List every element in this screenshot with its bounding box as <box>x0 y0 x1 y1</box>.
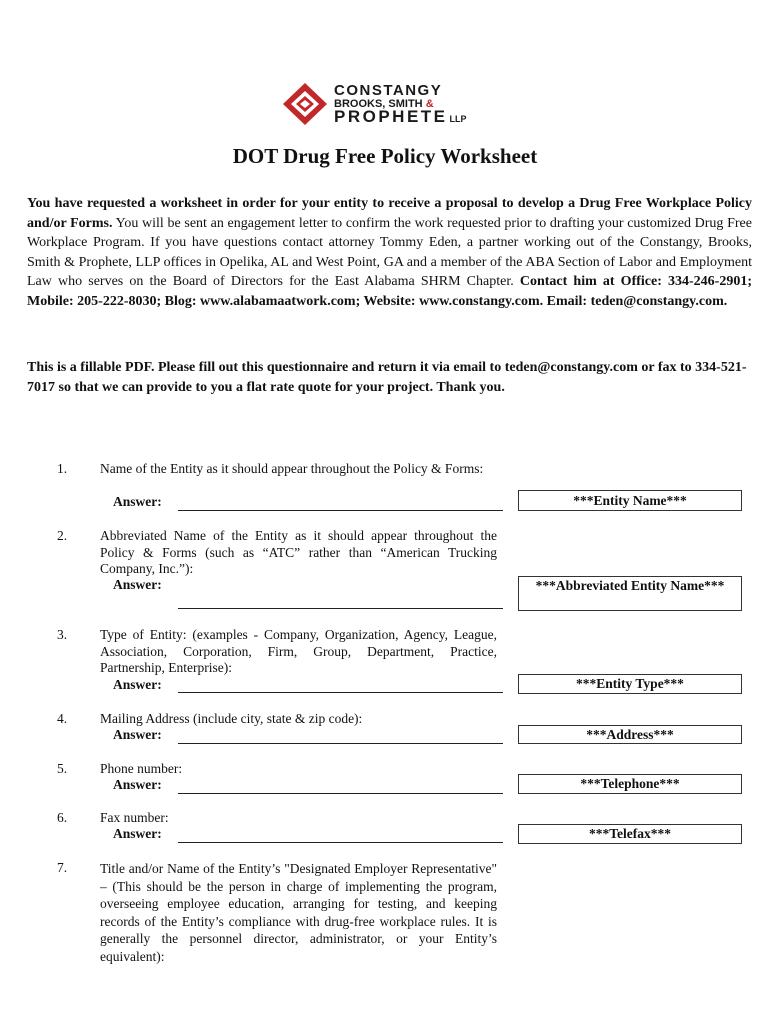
question-number: 3. <box>57 627 68 642</box>
answer-label: Answer: <box>113 677 162 692</box>
intro-body: You will be sent an engagement letter to confirm the work requested prior to drafting your customized Drug Free Workplace Program. If you have questions contact attorney Tommy Eden, a partner working out of the Constangy, Brooks, Smith & Prophete, LLP offices in Opelika, AL and West Point, GA and a member of the ABA Section of Labor and Employment Law who serves on the Board of Directors for the East Alabama SHRM Chapter. <box>27 215 752 289</box>
logo-line-1: CONSTANGY <box>334 82 443 99</box>
telefax-field[interactable]: ***Telefax*** <box>518 824 742 844</box>
question-number: 5. <box>57 761 68 776</box>
telephone-field[interactable]: ***Telephone*** <box>518 774 742 794</box>
page-title: DOT Drug Free Policy Worksheet <box>232 144 538 168</box>
question-text: Fax number: <box>100 810 169 825</box>
answer-label: Answer: <box>113 777 162 792</box>
question-text: Type of Entity: (examples - Company, Organization, Agency, League, Association, Corporation, Firm, Group, Department, Practice, Partnership, Enterprise): <box>100 627 497 675</box>
question-text: Abbreviated Name of the Entity as it should appear throughout the Policy & Forms (such as “ATC” rather than “American Trucking Company, Inc.”): <box>100 528 497 576</box>
question-text: Phone number: <box>100 761 183 776</box>
question-text: Mailing Address (include city, state & zip code): <box>100 711 363 726</box>
question-text: Name of the Entity as it should appear throughout the Policy & Forms: <box>100 461 484 476</box>
intro-bold-lead: You have requested a worksheet in order for your entity to receive a proposal to develop a Drug Free Workplace Policy and/or Forms. <box>27 196 752 231</box>
question-number: 6. <box>57 810 68 825</box>
answer-label: Answer: <box>113 494 162 509</box>
firm-logo <box>281 82 501 126</box>
answer-line <box>178 608 503 609</box>
entity-type-field[interactable]: ***Entity Type*** <box>518 674 742 694</box>
logo-line-3: PROPHETE LLP <box>334 107 467 126</box>
answer-line <box>178 510 503 511</box>
answer-label: Answer: <box>113 727 162 742</box>
logo-line-2: BROOKS, SMITH & <box>334 98 434 110</box>
address-field[interactable]: ***Address*** <box>518 725 742 744</box>
fillable-note: This is a fillable PDF. Please fill out this questionnaire and return it via email to teden@constangy.com or fax to 334-521-7017 so that we can provide to you a flat rate quote for your project. Thank you. <box>27 360 747 395</box>
answer-line <box>178 743 503 744</box>
question-number: 7. <box>57 860 68 875</box>
diamond-logo-icon <box>281 82 329 126</box>
question-number: 1. <box>57 461 68 476</box>
answer-line <box>178 842 503 843</box>
answer-line <box>178 692 503 693</box>
question-number: 4. <box>57 711 68 726</box>
entity-name-field[interactable]: ***Entity Name*** <box>518 490 742 511</box>
answer-label: Answer: <box>113 826 162 841</box>
abbreviated-name-field[interactable]: ***Abbreviated Entity Name*** <box>518 576 742 611</box>
answer-line <box>178 793 503 794</box>
answer-label: Answer: <box>113 577 162 592</box>
intro-paragraph <box>27 194 752 311</box>
question-number: 2. <box>57 528 68 543</box>
intro-contact: Contact him at Office: 334-246-2901; Mobile: 205-222-8030; Blog: www.alabamaatwork.com; Website: www.constangy.com. Email: teden@constangy.com. <box>27 274 752 309</box>
question-text: Title and/or Name of the Entity’s "Designated Employer Representative" – (This should be the person in charge of implementing the program, overseeing employee education, arranging for testing, and keeping records of the Entity’s compliance with drug-free workplace rules. It is generally the personnel director, administrator, or your Entity’s equivalent): <box>100 861 497 964</box>
